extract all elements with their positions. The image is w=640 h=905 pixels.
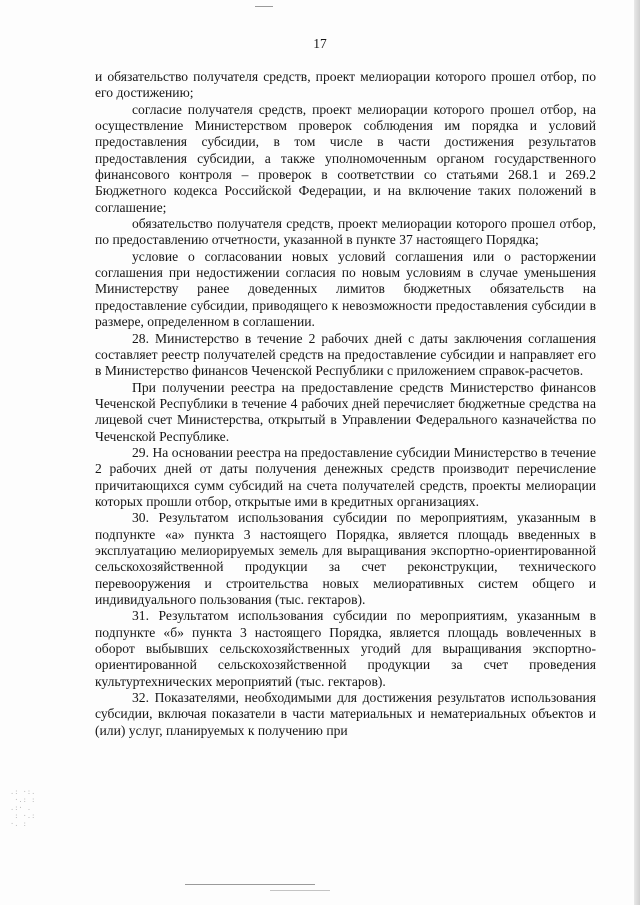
paragraph: обязательство получателя средств, проект мелиорации которого прошел отбор, по предоставлению отчетности, указанной в пункте 37 настоящего Порядка; (95, 216, 596, 248)
scan-artifact-bottom-line (185, 884, 315, 885)
scan-edge-shadow (634, 0, 640, 905)
page-number: 17 (313, 36, 327, 51)
paragraph: согласие получателя средств, проект мелиорации которого прошел отбор, на осуществление Министерством проверок соблюдения им порядка и условий предоставления субсидии, в том числе в части достижения результатов предоставления субсидии, а также уполномоченным органом государственного финансового контроля – проверок в соответствии со статьями 268.1 и 269.2 Бюджетного кодекса Российской Федерации, и на включение таких положений в соглашение; (95, 101, 596, 215)
paragraph: и обязательство получателя средств, проект мелиорации которого прошел отбор, по его достижению; (95, 69, 596, 101)
document-body (95, 69, 596, 739)
paragraph-32: 32. Показателями, необходимыми для достижения результатов использования субсидии, включая показатели в части материальных и нематериальных объектов и (или) услуг, планируемых к получению при (95, 690, 596, 738)
paragraph-29: 29. На основании реестра на предоставление субсидии Министерство в течение 2 рабочих дней от даты получения денежных средств производит перечисление причитающихся сумм субсидий на счета получателей средств, проекты мелиорации которых прошли отбор, открытые ими в кредитных организациях. (95, 444, 596, 509)
paragraph-31: 31. Результатом использования субсидии по мероприятиям, указанным в подпункте «б» пункта 3 настоящего Порядка, является площадь вовлеченных в оборот выбывших сельскохозяйственных угодий для выращивания экспортно-ориентированной сельскохозяйственной продукции за счет проведения культуртехнических мероприятий (тыс. гектаров). (95, 608, 596, 689)
scan-artifact-top (255, 6, 273, 7)
paragraph-30: 30. Результатом использования субсидии по мероприятиям, указанным в подпункте «а» пункта 3 настоящего Порядка, является площадь введенных в эксплуатацию мелиорируемых земель для выращивания экспортно-ориентированной сельскохозяйственной продукции за счет реконструкции, технического перевооружения и строительства новых мелиоративных систем общего и индивидуального пользования (тыс. гектаров). (95, 510, 596, 607)
scan-artifact-speckle: .: ·:. ·.: : .:· . : ·.: ·. : (10, 788, 36, 828)
paragraph-28: 28. Министерство в течение 2 рабочих дней с даты заключения соглашения составляет реестр получателей средств на предоставление субсидии и направляет его в Министерство финансов Чеченской Республики с приложением справок-расчетов. (95, 330, 596, 379)
scan-artifact-bottom-line-2 (270, 890, 330, 891)
paragraph: При получении реестра на предоставление средств Министерство финансов Чеченской Республики в течение 4 рабочих дней перечисляет бюджетные средства на лицевой счет Министерства, открытый в Управлении Федерального казначейства по Чеченской Республике. (95, 379, 596, 444)
paragraph: условие о согласовании новых условий соглашения или о расторжении соглашения при недостижении согласия по новым условиям в случае уменьшения Министерству ранее доведенных лимитов бюджетных обязательств на предоставление субсидии, приводящего к невозможности предоставления субсидии в размере, определенном в соглашении. (95, 248, 596, 330)
